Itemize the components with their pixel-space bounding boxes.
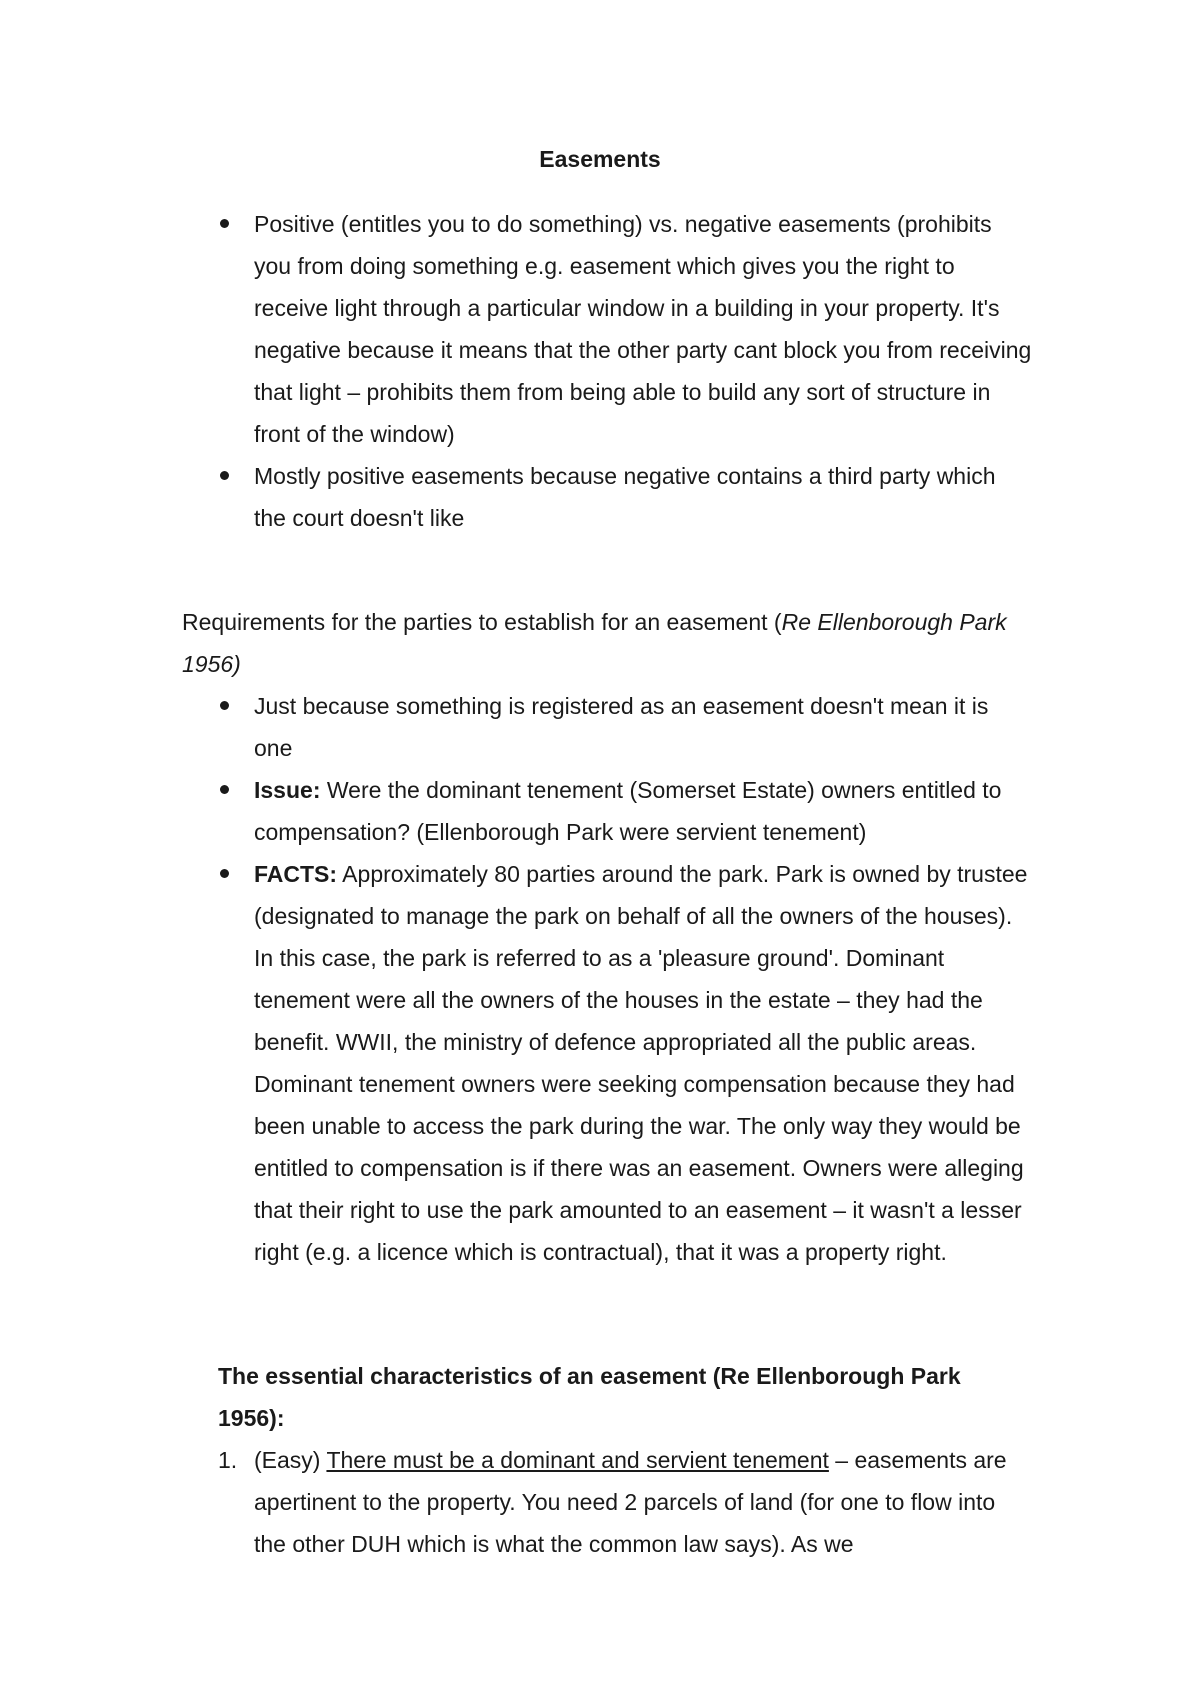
item-prefix: (Easy) [254,1447,327,1473]
requirements-paragraph [182,601,1032,685]
characteristics-list [182,1439,1032,1565]
page-title: Easements [539,146,661,172]
issue-label: Issue: [254,777,321,803]
item-number: 1. [218,1447,238,1473]
case-citation: Re Ellenborough Park 1956) [182,609,1007,677]
requirements-bullet-list [182,685,1032,1273]
list-item [182,853,1032,1273]
requirements-lead: Requirements for the parties to establish for an easement ( [182,609,782,635]
item-underlined: There must be a dominant and servient tenement [326,1447,829,1473]
list-item: Positive (entitles you to do something) vs. negative easements (prohibits you from doing something e.g. easement which gives you the right to receive light through a particular window in a building in your property. It's negative because it means that the other party cant block you from receiving that light – prohibits them from being able to build any sort of structure in front of the window) [182,203,1032,455]
section-heading: The essential characteristics of an easement (Re Ellenborough Park 1956): [218,1363,961,1431]
list-item: Mostly positive easements because negative contains a third party which the court doesn't like [182,455,1032,539]
intro-section [182,203,1032,539]
list-item [182,769,1032,853]
requirements-section [182,601,1032,1273]
intro-bullet-list [182,203,1032,539]
characteristics-section [182,1355,1032,1565]
list-item [182,1439,1032,1565]
facts-label: FACTS: [254,861,338,887]
list-item: Just because something is registered as an easement doesn't mean it is one [182,685,1032,769]
item-rest: – easements are apertinent to the property. You need 2 parcels of land (for one to flow into the other DUH which is what the common law says). As we [254,1447,1007,1557]
issue-text: Were the dominant tenement (Somerset Estate) owners entitled to compensation? (Ellenborough Park were servient tenement) [254,777,1002,845]
facts-text: Approximately 80 parties around the park. Park is owned by trustee (designated to manage the park on behalf of all the owners of the houses). In this case, the park is referred to as a 'pleasure ground'. Dominant tenement were all the owners of the houses in the estate – they had the benefit. WWII, the ministry of defence appropriated all the public areas. Dominant tenement owners were seeking compensation because they had been unable to access the park during the war. The only way they would be entitled to compensation is if there was an easement. Owners were alleging that their right to use the park amounted to an easement – it wasn't a lesser right (e.g. a licence which is contractual), that it was a property right. [254,861,1028,1265]
